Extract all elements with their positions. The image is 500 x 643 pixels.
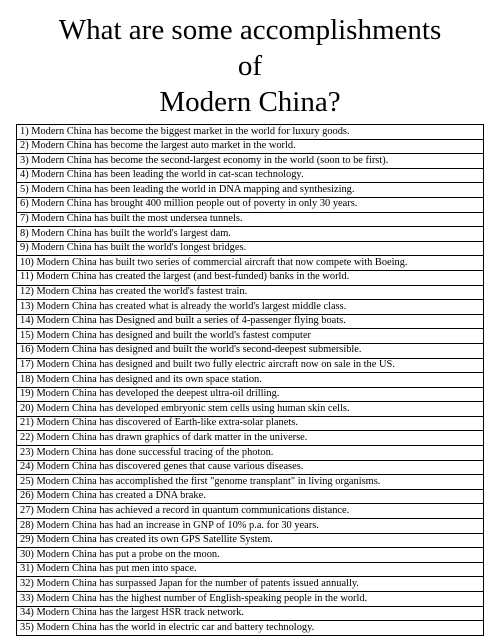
table-row: [17, 562, 484, 577]
list-item: 6) Modern China has brought 400 million people out of poverty in only 30 years.: [17, 197, 484, 212]
list-item: 32) Modern China has surpassed Japan for the number of patents issued annually.: [17, 577, 484, 592]
list-item: 7) Modern China has built the most undersea tunnels.: [17, 212, 484, 227]
list-item: 24) Modern China has discovered genes that cause various diseases.: [17, 460, 484, 475]
list-item: 26) Modern China has created a DNA brake.: [17, 489, 484, 504]
table-row: [17, 343, 484, 358]
table-row: [17, 358, 484, 373]
table-row: [17, 270, 484, 285]
list-item: 5) Modern China has been leading the world in DNA mapping and synthesizing.: [17, 183, 484, 198]
table-row: [17, 197, 484, 212]
list-item: 22) Modern China has drawn graphics of dark matter in the universe.: [17, 431, 484, 446]
table-row: [17, 125, 484, 140]
title-line-1: What are some accomplishments: [58, 14, 442, 46]
list-item: 10) Modern China has built two series of commercial aircraft that now compete with Boeing.: [17, 256, 484, 271]
table-row: [17, 300, 484, 315]
page-title: [0, 12, 500, 120]
list-item: 12) Modern China has created the world's fastest train.: [17, 285, 484, 300]
list-item: 15) Modern China has designed and built the world's fastest computer: [17, 329, 484, 344]
title-line-3: Modern China?: [159, 86, 341, 118]
list-item: 28) Modern China has had an increase in GNP of 10% p.a. for 30 years.: [17, 519, 484, 534]
list-item: 19) Modern China has developed the deepest ultra-oil drilling.: [17, 387, 484, 402]
list-item: 27) Modern China has achieved a record in quantum communications distance.: [17, 504, 484, 519]
list-item: 35) Modern China has the world in electric car and battery technology.: [17, 621, 484, 636]
table-row: [17, 446, 484, 461]
list-item: 34) Modern China has the largest HSR track network.: [17, 606, 484, 621]
list-item: 18) Modern China has designed and its own space station.: [17, 373, 484, 388]
table-row: [17, 329, 484, 344]
table-row: [17, 139, 484, 154]
list-item: 2) Modern China has become the largest auto market in the world.: [17, 139, 484, 154]
list-item: 4) Modern China has been leading the world in cat-scan technology.: [17, 168, 484, 183]
table-row: [17, 373, 484, 388]
list-item: 9) Modern China has built the world's longest bridges.: [17, 241, 484, 256]
list-item: 33) Modern China has the highest number of English-speaking people in the world.: [17, 592, 484, 607]
list-item: 21) Modern China has discovered of Earth-like extra-solar planets.: [17, 416, 484, 431]
table-row: [17, 183, 484, 198]
list-item: 8) Modern China has built the world's largest dam.: [17, 227, 484, 242]
table-row: [17, 504, 484, 519]
list-item: 3) Modern China has become the second-largest economy in the world (soon to be first).: [17, 154, 484, 169]
table-row: [17, 489, 484, 504]
table-row: [17, 168, 484, 183]
list-item: 11) Modern China has created the largest (and best-funded) banks in the world.: [17, 270, 484, 285]
table-row: [17, 402, 484, 417]
list-item: 17) Modern China has designed and built two fully electric aircraft now on sale in the US.: [17, 358, 484, 373]
list-item: 13) Modern China has created what is already the world's largest middle class.: [17, 300, 484, 315]
table-row: [17, 416, 484, 431]
accomplishments-table: [16, 124, 484, 636]
table-row: [17, 241, 484, 256]
table-row: [17, 285, 484, 300]
list-item: 23) Modern China has done successful tracing of the photon.: [17, 446, 484, 461]
table-row: [17, 621, 484, 636]
table-row: [17, 577, 484, 592]
list-item: 16) Modern China has designed and built the world's second-deepest submersible.: [17, 343, 484, 358]
table-row: [17, 314, 484, 329]
list-item: 30) Modern China has put a probe on the moon.: [17, 548, 484, 563]
table-row: [17, 256, 484, 271]
list-item: 25) Modern China has accomplished the first "genome transplant" in living organisms.: [17, 475, 484, 490]
table-row: [17, 533, 484, 548]
table-row: [17, 606, 484, 621]
table-row: [17, 475, 484, 490]
table-row: [17, 592, 484, 607]
table-row: [17, 387, 484, 402]
table-row: [17, 460, 484, 475]
title-line-2: of: [237, 50, 263, 82]
list-item: 20) Modern China has developed embryonic stem cells using human skin cells.: [17, 402, 484, 417]
table-row: [17, 548, 484, 563]
list-item: 1) Modern China has become the biggest market in the world for luxury goods.: [17, 125, 484, 140]
table-row: [17, 154, 484, 169]
list-item: 31) Modern China has put men into space.: [17, 562, 484, 577]
table-row: [17, 212, 484, 227]
list-item: 29) Modern China has created its own GPS Satellite System.: [17, 533, 484, 548]
table-row: [17, 519, 484, 534]
table-row: [17, 227, 484, 242]
table-row: [17, 431, 484, 446]
list-item: 14) Modern China has Designed and built a series of 4-passenger flying boats.: [17, 314, 484, 329]
